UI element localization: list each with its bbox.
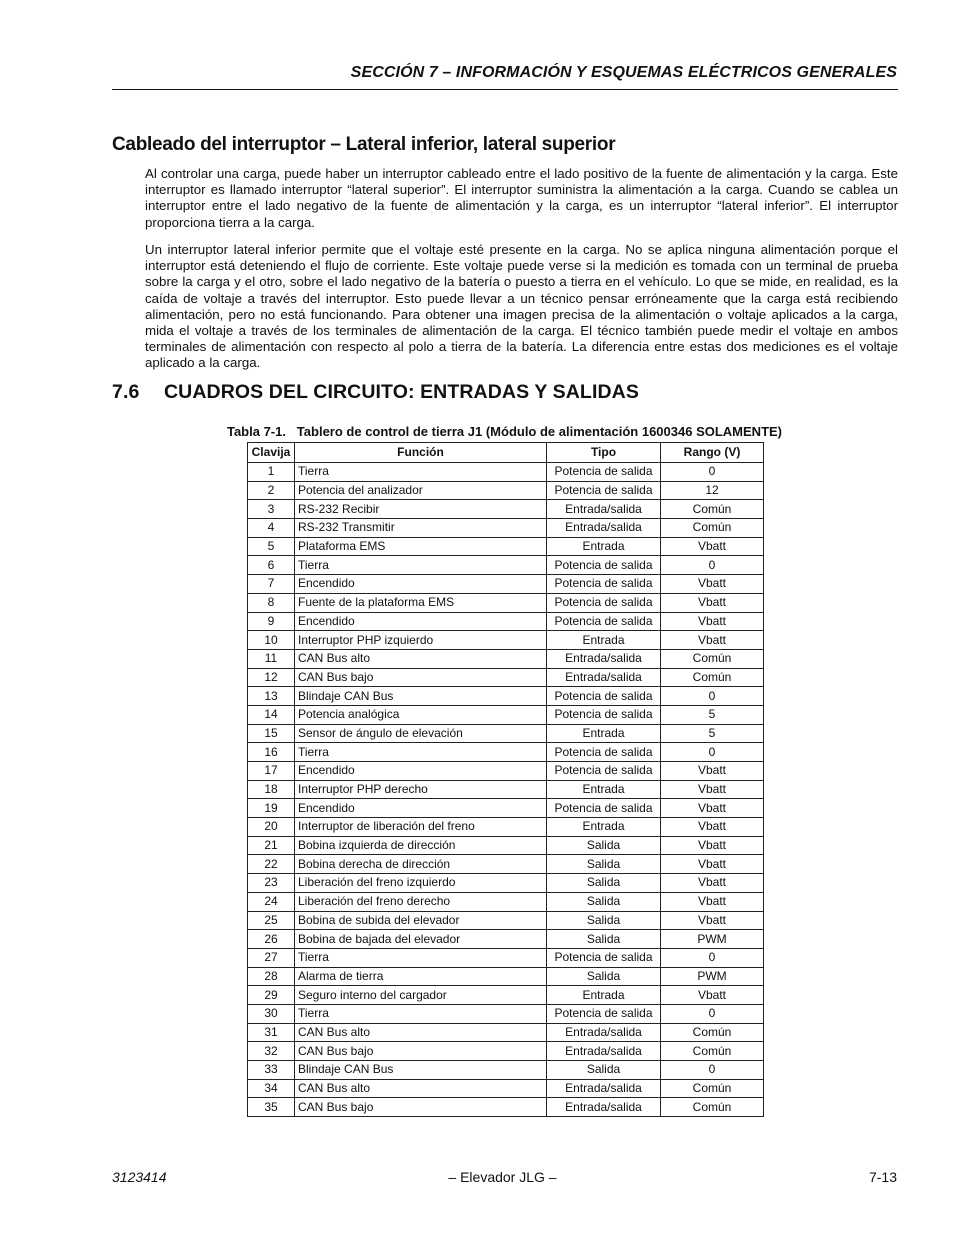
footer-title: – Elevador JLG –	[448, 1169, 557, 1185]
type-cell: Potencia de salida	[547, 463, 661, 482]
table-row	[248, 780, 764, 799]
range-cell: Común	[661, 1023, 764, 1042]
type-cell: Potencia de salida	[547, 687, 661, 706]
table-row	[248, 855, 764, 874]
type-cell: Salida	[547, 1061, 661, 1080]
range-cell: Vbatt	[661, 612, 764, 631]
type-cell: Potencia de salida	[547, 743, 661, 762]
type-cell: Entrada	[547, 780, 661, 799]
range-cell: 0	[661, 556, 764, 575]
function-cell: CAN Bus alto	[295, 649, 547, 668]
table-row	[248, 687, 764, 706]
pin-cell: 32	[248, 1042, 295, 1061]
table-row	[248, 519, 764, 538]
table-row	[248, 1098, 764, 1117]
section-title: CUADROS DEL CIRCUITO: ENTRADAS Y SALIDAS	[164, 381, 639, 403]
function-cell: Encendido	[295, 762, 547, 781]
pin-cell: 7	[248, 575, 295, 594]
range-cell: Común	[661, 519, 764, 538]
function-cell: Liberación del freno izquierdo	[295, 874, 547, 893]
pin-cell: 26	[248, 930, 295, 949]
pin-cell: 21	[248, 836, 295, 855]
function-cell: CAN Bus bajo	[295, 1098, 547, 1117]
type-cell: Entrada/salida	[547, 1079, 661, 1098]
table-row	[248, 500, 764, 519]
pin-cell: 23	[248, 874, 295, 893]
pin-cell: 14	[248, 705, 295, 724]
pin-cell: 19	[248, 799, 295, 818]
table-row	[248, 481, 764, 500]
table-row	[248, 556, 764, 575]
paragraph: Un interruptor lateral inferior permite que el voltaje esté presente en la carga. No se aplica ninguna alimentación porque el interruptor está deteniendo el flujo de corriente. Este voltaje puede verse si la medición es tomada con un terminal de prueba sobre la carga y el otro, sobre el lado negativo de la batería o puesto a tierra en el vehículo. Lo que se mide, en realidad, es la caída de voltaje a través del interruptor. Esto puede llevar a un técnico pensar erróneamente que la carga está recibiendo alimentación, pero no está funcionando. Para obtener una imagen precisa de la alimentación o voltaje aplicados a la carga, mida el voltaje a través de los terminales de alimentación de la carga. El técnico también puede medir el voltaje en ambos terminales de alimentación con respecto al polo a tierra de la batería. La diferencia entre estas dos mediciones es el voltaje aplicado a la carga.	[145, 242, 898, 371]
type-cell: Salida	[547, 892, 661, 911]
type-cell: Salida	[547, 855, 661, 874]
pin-cell: 31	[248, 1023, 295, 1042]
table-row	[248, 836, 764, 855]
function-cell: Bobina de subida del elevador	[295, 911, 547, 930]
section-heading	[112, 381, 639, 404]
table-row	[248, 631, 764, 650]
pin-cell: 28	[248, 967, 295, 986]
function-cell: RS-232 Transmitir	[295, 519, 547, 538]
type-cell: Entrada/salida	[547, 500, 661, 519]
type-cell: Entrada/salida	[547, 1042, 661, 1061]
function-cell: Bobina derecha de dirección	[295, 855, 547, 874]
function-cell: Liberación del freno derecho	[295, 892, 547, 911]
type-cell: Potencia de salida	[547, 612, 661, 631]
function-cell: Sensor de ángulo de elevación	[295, 724, 547, 743]
header-rule	[112, 89, 898, 90]
pin-cell: 10	[248, 631, 295, 650]
range-cell: Vbatt	[661, 911, 764, 930]
range-cell: Común	[661, 500, 764, 519]
pin-cell: 13	[248, 687, 295, 706]
table-row	[248, 967, 764, 986]
range-cell: Vbatt	[661, 575, 764, 594]
pin-cell: 9	[248, 612, 295, 631]
function-cell: Bobina de bajada del elevador	[295, 930, 547, 949]
function-cell: Tierra	[295, 743, 547, 762]
pin-table	[247, 442, 764, 1117]
type-cell: Salida	[547, 836, 661, 855]
type-cell: Entrada	[547, 818, 661, 837]
function-cell: Interruptor PHP derecho	[295, 780, 547, 799]
function-cell: Potencia analógica	[295, 705, 547, 724]
pin-cell: 6	[248, 556, 295, 575]
table-row	[248, 986, 764, 1005]
subsection-heading: Cableado del interruptor – Lateral inferior, lateral superior	[112, 134, 616, 155]
range-cell: Vbatt	[661, 593, 764, 612]
range-cell: Vbatt	[661, 818, 764, 837]
range-cell: Común	[661, 1098, 764, 1117]
range-cell: 5	[661, 705, 764, 724]
type-cell: Entrada/salida	[547, 649, 661, 668]
table-caption: Tabla 7-1. Tablero de control de tierra J1 (Módulo de alimentación 1600346 SOLAMENTE)	[226, 424, 783, 439]
type-cell: Entrada	[547, 631, 661, 650]
pin-cell: 1	[248, 463, 295, 482]
table-row	[248, 762, 764, 781]
function-cell: Tierra	[295, 463, 547, 482]
type-cell: Entrada/salida	[547, 668, 661, 687]
table-row	[248, 1004, 764, 1023]
type-cell: Entrada/salida	[547, 519, 661, 538]
column-header-type: Tipo	[547, 443, 661, 463]
range-cell: Común	[661, 1042, 764, 1061]
pin-cell: 8	[248, 593, 295, 612]
pin-cell: 4	[248, 519, 295, 538]
pin-cell: 12	[248, 668, 295, 687]
range-cell: 12	[661, 481, 764, 500]
function-cell: CAN Bus alto	[295, 1023, 547, 1042]
pin-cell: 15	[248, 724, 295, 743]
pin-cell: 35	[248, 1098, 295, 1117]
function-cell: Tierra	[295, 1004, 547, 1023]
table-row	[248, 668, 764, 687]
pin-cell: 22	[248, 855, 295, 874]
range-cell: Vbatt	[661, 799, 764, 818]
pin-cell: 34	[248, 1079, 295, 1098]
table-row	[248, 537, 764, 556]
range-cell: PWM	[661, 967, 764, 986]
function-cell: Encendido	[295, 612, 547, 631]
section-header-title: SECCIÓN 7 – INFORMACIÓN Y ESQUEMAS ELÉCTRICOS GENERALES	[350, 64, 897, 81]
function-cell: Blindaje CAN Bus	[295, 1061, 547, 1080]
column-header-function: Función	[295, 443, 547, 463]
function-cell: Tierra	[295, 556, 547, 575]
type-cell: Potencia de salida	[547, 948, 661, 967]
range-cell: Vbatt	[661, 892, 764, 911]
function-cell: Encendido	[295, 575, 547, 594]
function-cell: Alarma de tierra	[295, 967, 547, 986]
range-cell: 0	[661, 948, 764, 967]
function-cell: RS-232 Recibir	[295, 500, 547, 519]
table-row	[248, 799, 764, 818]
function-cell: CAN Bus bajo	[295, 668, 547, 687]
range-cell: Vbatt	[661, 762, 764, 781]
range-cell: 0	[661, 1004, 764, 1023]
function-cell: Fuente de la plataforma EMS	[295, 593, 547, 612]
type-cell: Potencia de salida	[547, 481, 661, 500]
function-cell: CAN Bus bajo	[295, 1042, 547, 1061]
type-cell: Entrada	[547, 537, 661, 556]
column-header-pin: Clavija	[248, 443, 295, 463]
type-cell: Salida	[547, 874, 661, 893]
type-cell: Potencia de salida	[547, 1004, 661, 1023]
pin-cell: 5	[248, 537, 295, 556]
table-row	[248, 874, 764, 893]
function-cell: Encendido	[295, 799, 547, 818]
pin-cell: 17	[248, 762, 295, 781]
range-cell: Vbatt	[661, 836, 764, 855]
type-cell: Entrada	[547, 986, 661, 1005]
pin-cell: 24	[248, 892, 295, 911]
pin-cell: 11	[248, 649, 295, 668]
range-cell: Común	[661, 649, 764, 668]
function-cell: Blindaje CAN Bus	[295, 687, 547, 706]
pin-cell: 20	[248, 818, 295, 837]
table-body	[248, 463, 764, 1117]
table-row	[248, 911, 764, 930]
range-cell: 0	[661, 743, 764, 762]
range-cell: Vbatt	[661, 537, 764, 556]
table-row	[248, 930, 764, 949]
function-cell: CAN Bus alto	[295, 1079, 547, 1098]
function-cell: Tierra	[295, 948, 547, 967]
range-cell: Vbatt	[661, 855, 764, 874]
table-row	[248, 705, 764, 724]
range-cell: 0	[661, 463, 764, 482]
footer-page-number: 7-13	[868, 1169, 897, 1185]
table-row	[248, 892, 764, 911]
range-cell: PWM	[661, 930, 764, 949]
section-number: 7.6	[112, 381, 140, 403]
type-cell: Entrada	[547, 724, 661, 743]
pin-cell: 3	[248, 500, 295, 519]
range-cell: 0	[661, 687, 764, 706]
range-cell: Vbatt	[661, 780, 764, 799]
pin-cell: 33	[248, 1061, 295, 1080]
range-cell: Vbatt	[661, 631, 764, 650]
type-cell: Salida	[547, 911, 661, 930]
table-row	[248, 948, 764, 967]
type-cell: Potencia de salida	[547, 593, 661, 612]
table-row	[248, 1042, 764, 1061]
table-row	[248, 1079, 764, 1098]
table-row	[248, 818, 764, 837]
table-row	[248, 612, 764, 631]
pin-cell: 2	[248, 481, 295, 500]
table-row	[248, 1023, 764, 1042]
type-cell: Entrada/salida	[547, 1023, 661, 1042]
range-cell: Vbatt	[661, 986, 764, 1005]
table-row	[248, 1061, 764, 1080]
table-row	[248, 575, 764, 594]
range-cell: 5	[661, 724, 764, 743]
range-cell: 0	[661, 1061, 764, 1080]
function-cell: Plataforma EMS	[295, 537, 547, 556]
type-cell: Potencia de salida	[547, 762, 661, 781]
type-cell: Potencia de salida	[547, 575, 661, 594]
type-cell: Potencia de salida	[547, 556, 661, 575]
table-header-row	[248, 443, 764, 463]
column-header-range: Rango (V)	[661, 443, 764, 463]
table-row	[248, 724, 764, 743]
function-cell: Interruptor de liberación del freno	[295, 818, 547, 837]
function-cell: Interruptor PHP izquierdo	[295, 631, 547, 650]
function-cell: Bobina izquierda de dirección	[295, 836, 547, 855]
pin-cell: 25	[248, 911, 295, 930]
function-cell: Seguro interno del cargador	[295, 986, 547, 1005]
pin-cell: 29	[248, 986, 295, 1005]
type-cell: Salida	[547, 930, 661, 949]
table-row	[248, 743, 764, 762]
type-cell: Salida	[547, 967, 661, 986]
table-row	[248, 593, 764, 612]
pin-cell: 30	[248, 1004, 295, 1023]
range-cell: Vbatt	[661, 874, 764, 893]
paragraph: Al controlar una carga, puede haber un interruptor cableado entre el lado positivo de la fuente de alimentación y la carga. Este interruptor es llamado interruptor “lateral superior”. El interruptor suministra la alimentación a la carga. Cuando se cablea un interruptor entre el lado negativo de la fuente de alimentación y la carga, es un interruptor “lateral inferior”. El interruptor proporciona tierra a la carga.	[145, 166, 898, 230]
pin-cell: 18	[248, 780, 295, 799]
type-cell: Potencia de salida	[547, 799, 661, 818]
range-cell: Común	[661, 668, 764, 687]
table-row	[248, 463, 764, 482]
type-cell: Potencia de salida	[547, 705, 661, 724]
footer-doc-number: 3123414	[112, 1169, 167, 1185]
type-cell: Entrada/salida	[547, 1098, 661, 1117]
table-row	[248, 649, 764, 668]
pin-cell: 16	[248, 743, 295, 762]
pin-cell: 27	[248, 948, 295, 967]
range-cell: Común	[661, 1079, 764, 1098]
function-cell: Potencia del analizador	[295, 481, 547, 500]
